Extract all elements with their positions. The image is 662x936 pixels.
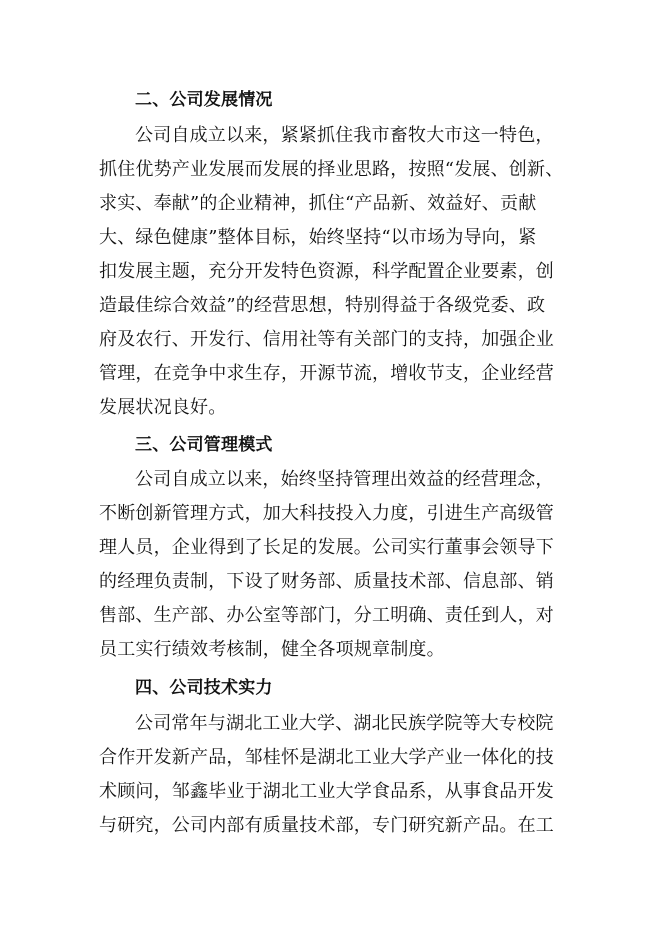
- paragraph-line: 造最佳综合效益”的经营思想，特别得益于各级党委、政: [99, 295, 546, 316]
- paragraph-line: 合作开发新产品，邹桂怀是湖北工业大学产业一体化的技: [99, 747, 554, 768]
- paragraph-line: 公司自成立以来，紧紧抓住我市畜牧大市这一特色，: [135, 125, 554, 146]
- paragraph-line: 抓住优势产业发展而发展的择业思路，按照“发展、创新、: [99, 159, 564, 180]
- paragraph-line: 术顾问，邹鑫毕业于湖北工业大学食品系，从事食品开发: [99, 781, 554, 802]
- section-heading-technology: 四、公司技术实力: [135, 678, 273, 698]
- paragraph-line: 的经理负责制，下设了财务部、质量技术部、信息部、销: [99, 571, 554, 592]
- paragraph-line: 发展状况良好。: [99, 397, 227, 418]
- paragraph-line: 大、绿色健康”整体目标，始终坚持“以市场为导向，紧: [99, 227, 537, 248]
- paragraph-line: 理人员，企业得到了长足的发展。公司实行董事会领导下: [99, 537, 554, 558]
- paragraph-line: 员工实行绩效考核制，健全各项规章制度。: [99, 639, 445, 660]
- paragraph-line: 府及农行、开发行、信用社等有关部门的支持，加强企业: [99, 329, 554, 350]
- paragraph-line: 与研究，公司内部有质量技术部，专门研究新产品。在工: [99, 815, 554, 836]
- section-heading-management: 三、公司管理模式: [135, 435, 273, 455]
- paragraph-line: 管理，在竞争中求生存，开源节流，增收节支，企业经营: [99, 363, 554, 384]
- paragraph-line: 公司自成立以来，始终坚持管理出效益的经营理念，: [135, 469, 554, 490]
- section-heading-development: 二、公司发展情况: [135, 90, 273, 110]
- paragraph-line: 扣发展主题，充分开发特色资源，科学配置企业要素，创: [99, 261, 554, 282]
- paragraph-line: 不断创新管理方式，加大科技投入力度，引进生产高级管: [99, 503, 554, 524]
- paragraph-line: 售部、生产部、办公室等部门，分工明确、责任到人，对: [99, 605, 554, 626]
- paragraph-line: 求实、奉献”的企业精神，抓住“产品新、效益好、贡献: [99, 193, 537, 214]
- paragraph-line: 公司常年与湖北工业大学、湖北民族学院等大专校院: [135, 713, 554, 734]
